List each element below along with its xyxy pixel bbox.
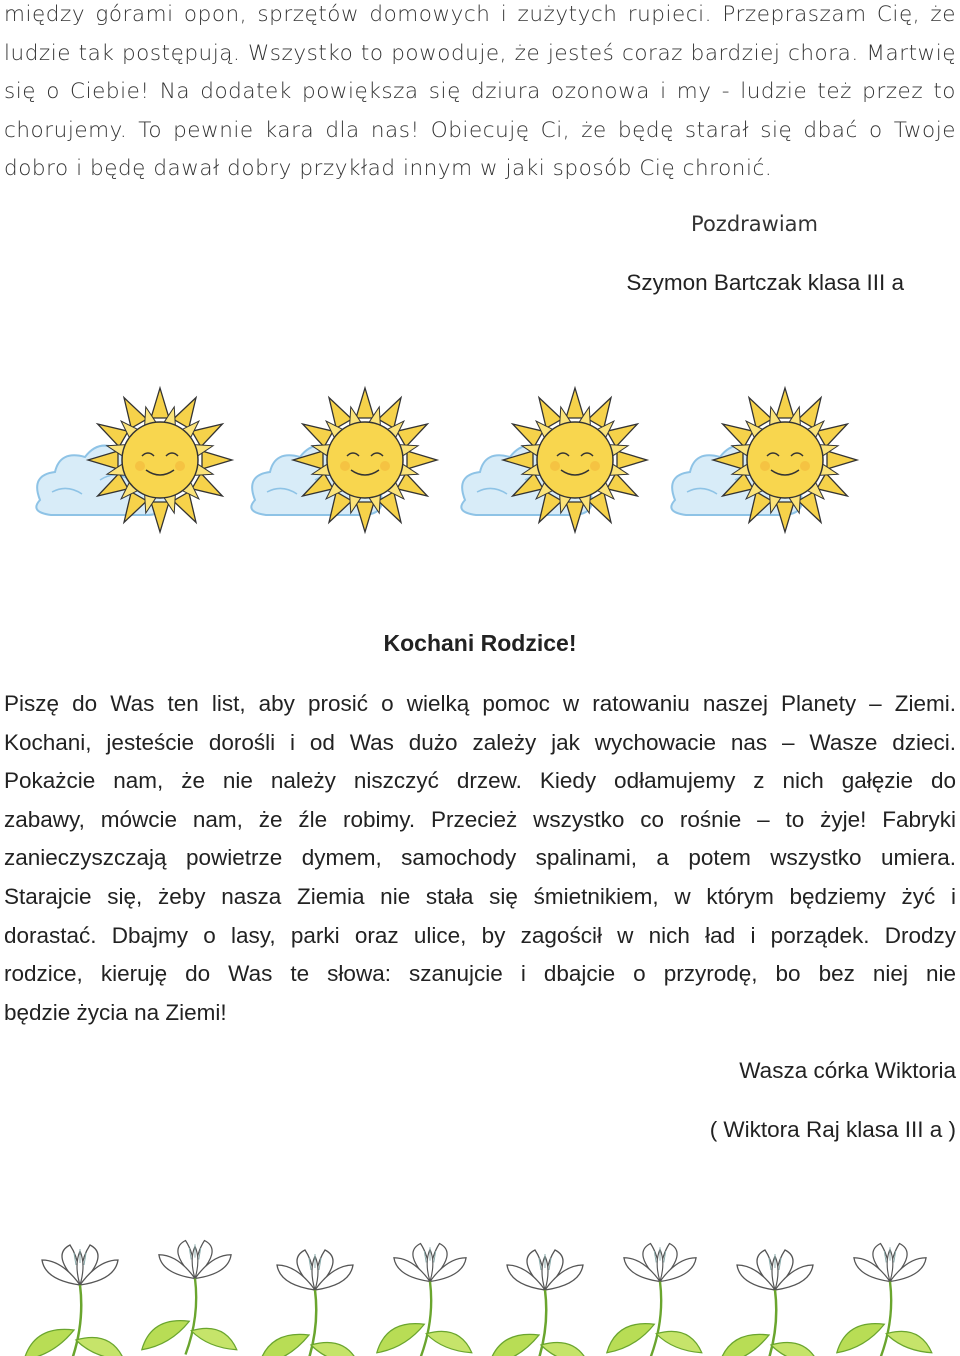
letter1-body [4, 0, 956, 189]
letter2-line: dorastać. Dbajmy o lasy, parki oraz ulice, by zagościł w nich ład i porządek. Drodzy [4, 922, 956, 948]
letter2-heading: Kochani Rodzice! [383, 630, 577, 656]
letter1-signature: Szymon Bartczak klasa III a [626, 270, 904, 295]
letter1-line: między górami opon, sprzętów domowych i zużytych rupieci. Przepraszam Cię, że [4, 2, 956, 27]
letter2-body [4, 685, 956, 1032]
letter2-line: Kochani, jesteście dorośli i od Was dużo zależy jak wychowacie nas – Wasze dzieci. [4, 729, 956, 755]
letter2-line: rodzice, kieruję do Was te słowa: szanujcie i dbajcie o przyrodę, bo bez niej nie [4, 961, 956, 987]
letter2-line: Piszę do Was ten list, aby prosić o wielką pomoc w ratowaniu naszej Planety – Ziemi. [4, 691, 956, 716]
letter1-line: dobro i będę dawał dobry przykład innym w jaki sposób Cię chronić. [4, 156, 773, 181]
letter1-line: chorujemy. To pewnie kara dla nas! Obiecuję Ci, że będę starał się dbać o Twoje [4, 117, 956, 143]
letter1-line: ludzie tak postępują. Wszystko to powoduje, że jesteś coraz bardziej chora. Martwię [4, 40, 956, 66]
letter2-line: zanieczyszczają powietrze dymem, samochody spalinami, a potem wszystko umiera. [4, 845, 956, 871]
letter1-closing: Pozdrawiam [691, 212, 818, 236]
lily-flower-border-icon [20, 1225, 950, 1356]
letter1-line: się o Ciebie! Na dodatek powiększa się dziura ozonowa i my - ludzie też przez to [4, 79, 956, 104]
letter2-signature: Wasza córka Wiktoria [739, 1058, 956, 1083]
letter2-line: Starajcie się, żeby nasza Ziemia nie stała się śmietnikiem, w którym będziemy żyć i [4, 883, 956, 909]
letter2-signature-note: ( Wiktora Raj klasa III a ) [709, 1117, 956, 1142]
sun-border-icon [30, 380, 940, 550]
letter2-line: będzie życia na Ziemi! [4, 999, 227, 1025]
letter2-line: Pokażcie nam, że nie należy niszczyć drzew. Kiedy odłamujemy z nich gałęzie do [4, 768, 956, 794]
letter2-line: zabawy, mówcie nam, że źle robimy. Przecież wszystko co rośnie – to żyje! Fabryki [4, 806, 956, 832]
